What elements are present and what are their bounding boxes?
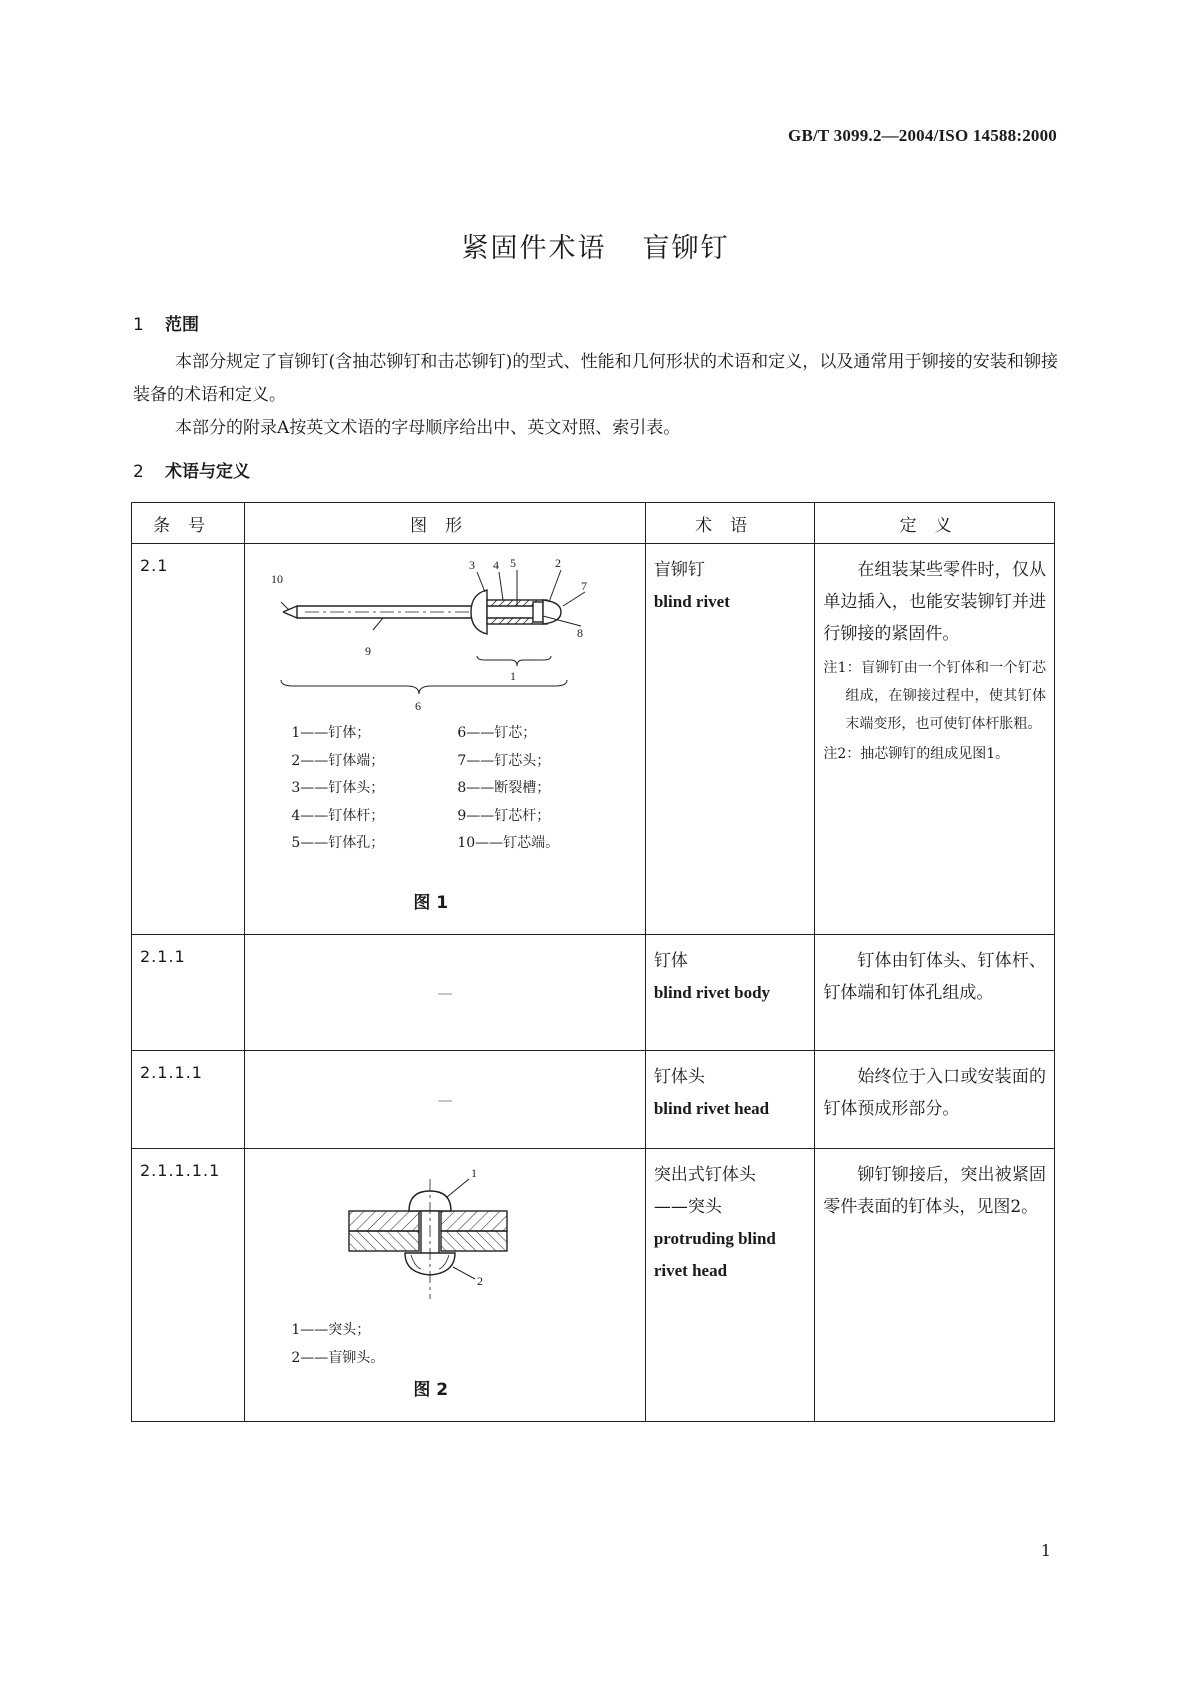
clause-number: 2.1.1.1.1 [132,1149,245,1422]
legend-item: 3——钉体头； [291,780,385,796]
protruding-head-diagram [245,1149,616,1309]
header-definition: 定义 [815,503,1055,544]
definition-cell [815,1149,1055,1422]
header-clause-no: 条号 [132,503,245,544]
legend-item: 2——钉体端； [291,752,385,769]
page-number: 1 [1040,1541,1051,1560]
section-2-heading [133,457,250,482]
blind-rivet-diagram [245,544,616,744]
term-en: blind rivet [653,592,730,611]
term-cell [645,1051,814,1149]
legend-item: 1——突头； [291,1322,371,1338]
figure-1-caption: 图 1 [413,893,449,913]
figure-1-legend-left [291,720,384,858]
callout-label: 3 [469,558,476,572]
figure-cell [245,544,646,935]
section-1-title: 范围 [165,315,199,335]
legend-item: 10——钉芯端。 [457,835,560,851]
legend-item: 8——断裂槽； [457,780,551,796]
section-1-paragraph-1: 本部分规定了盲铆钉(含抽芯铆钉和击芯铆钉)的型式、性能和几何形状的术语和定义，以及通常用于铆接的安装和铆接装备的术语和定义。 [133,352,1058,405]
term-cell [645,1149,814,1422]
legend-item: 9——钉芯杆； [457,807,551,824]
legend-item: 1——钉体； [291,725,371,741]
section-2-title: 术语与定义 [165,462,250,482]
definition-cell [815,544,1055,935]
callout-label: 5 [510,556,517,570]
term-zh-abbrev: ——突头 [653,1197,722,1217]
term-en: protruding blind [653,1229,776,1248]
page-title [0,226,1191,265]
figure-2 [245,1149,645,1421]
section-1-number: 1 [133,315,144,335]
no-figure-mark: — [437,1090,453,1109]
clause-number: 2.1.1.1 [132,1051,245,1149]
definition-text: 钉体由钉体头、钉体杆、钉体端和钉体孔组成。 [823,951,1046,1003]
term-zh: 盲铆钉 [653,560,705,580]
section-1-body [133,346,1058,445]
legend-item: 7——钉芯头； [457,752,551,769]
section-1-paragraph-2: 本部分的附录A按英文术语的字母顺序给出中、英文对照、索引表。 [175,418,681,438]
definition-text: 铆钉铆接后，突出被紧固零件表面的钉体头，见图2。 [823,1165,1046,1217]
callout-label: 6 [415,699,422,713]
term-cell [645,935,814,1051]
callout-label: 10 [271,572,284,586]
definition-text: 始终位于入口或安装面的钉体预成形部分。 [823,1067,1046,1119]
definition-cell [815,1051,1055,1149]
legend-item: 5——钉体孔； [291,835,385,851]
definition-note-2: 注2：抽芯铆钉的组成见图1。 [823,746,1010,762]
table-row [132,935,1055,1051]
callout-label: 9 [365,644,372,658]
figure-2-caption: 图 2 [413,1380,449,1400]
header-term: 术语 [645,503,814,544]
no-figure-mark: — [437,983,453,1002]
table-row [132,1149,1055,1422]
term-zh: 钉体 [653,951,688,971]
term-en: blind rivet body [653,983,771,1002]
standard-code: GB/T 3099.2—2004/ISO 14588:2000 [788,126,1057,145]
callout-label: 1 [510,669,517,683]
legend-item: 4——钉体杆； [291,807,385,824]
term-cell [645,544,814,935]
term-en-cont: rivet head [653,1261,728,1280]
figure-cell [245,1051,646,1149]
section-2-number: 2 [133,462,144,482]
figure-2-legend [291,1317,384,1372]
callout-label: 2 [555,556,562,570]
definition-cell [815,935,1055,1051]
table-row [132,544,1055,935]
figure-1-legend-right [457,720,559,858]
figure-cell [245,935,646,1051]
table-header-row [132,503,1055,544]
figure-cell [245,1149,646,1422]
title-part2: 盲铆钉 [642,233,730,264]
callout-label: 2 [477,1274,484,1288]
title-part1: 紧固件术语 [461,233,607,264]
clause-number: 2.1.1 [132,935,245,1051]
section-1-heading [133,310,199,335]
definition-note-1: 注1：盲铆钉由一个钉体和一个钉芯组成，在铆接过程中，使其钉体末端变形，也可使钉体杆胀粗。 [823,660,1046,732]
callout-label: 7 [581,579,588,593]
legend-item: 6——钉芯； [457,725,537,741]
term-zh: 突出式钉体头 [653,1165,756,1185]
callout-label: 8 [577,626,584,640]
legend-item: 2——盲铆头。 [291,1349,385,1366]
terms-table [131,502,1055,1422]
callout-label: 4 [493,558,500,572]
definition-text: 在组装某些零件时，仅从单边插入，也能安装铆钉并进行铆接的紧固件。 [823,560,1046,644]
header-figure: 图形 [245,503,646,544]
callout-label: 1 [471,1166,478,1180]
clause-number: 2.1 [132,544,245,935]
term-en: blind rivet head [653,1099,770,1118]
term-zh: 钉体头 [653,1067,705,1087]
figure-1 [245,544,645,934]
table-row [132,1051,1055,1149]
